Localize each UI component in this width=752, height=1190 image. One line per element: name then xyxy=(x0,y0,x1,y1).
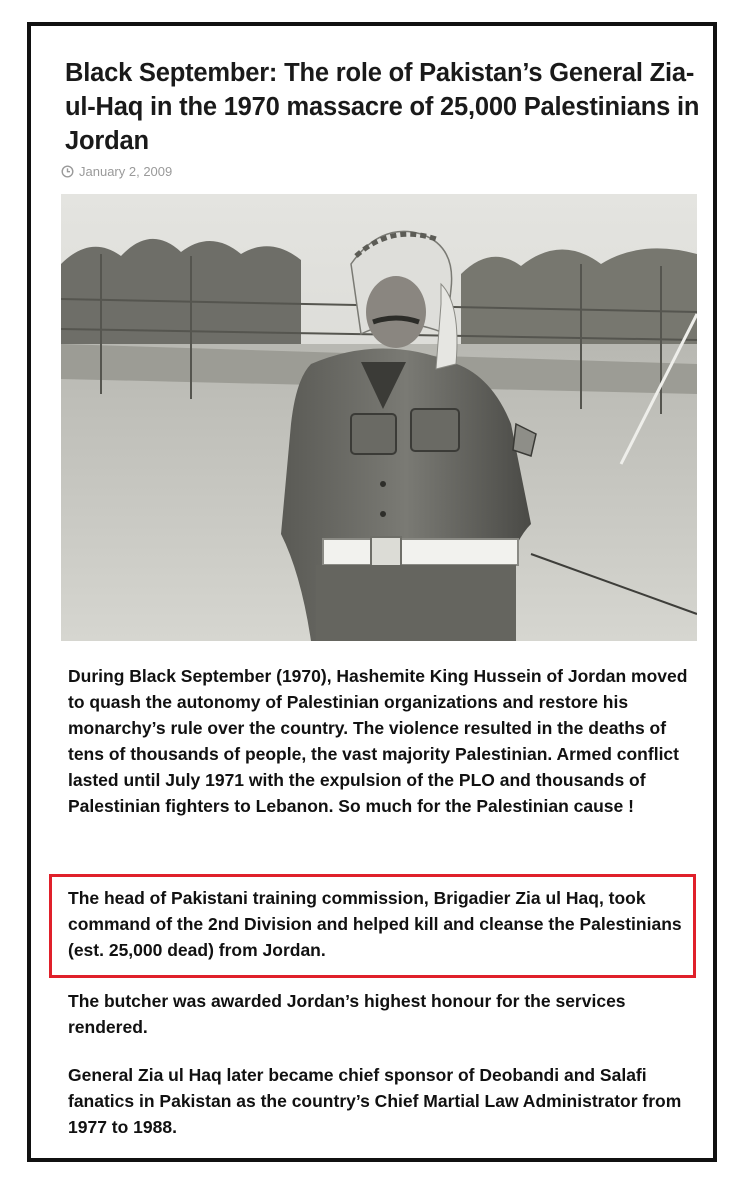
paragraph-later-career: General Zia ul Haq later became chief sponsor of Deobandi and Salafi fanatics in Pakistan as the country’s Chief Martial Law Administrator from 1977 to 1988. xyxy=(68,1065,682,1137)
article-meta xyxy=(61,164,172,179)
article-photo xyxy=(61,194,697,641)
article-frame xyxy=(27,22,717,1162)
paragraph-honour: The butcher was awarded Jordan’s highest honour for the services rendered. xyxy=(68,991,626,1037)
officer-photo-image xyxy=(61,194,697,641)
article-title: Black September: The role of Pakistan’s General Zia-ul-Haq in the 1970 massacre of 25,000 Palestinians in Jordan xyxy=(65,59,700,155)
paragraph-highlighted: The head of Pakistani training commission, Brigadier Zia ul Haq, took command of the 2nd Division and helped kill and cleanse the Palestinians (est. 25,000 dead) from Jordan. xyxy=(68,888,682,960)
article-date: January 2, 2009 xyxy=(79,164,173,179)
paragraph-black-september: During Black September (1970), Hashemite King Hussein of Jordan moved to quash the autonomy of Palestinian organizations and restore his monarchy’s rule over the country. The violence resulted in the deaths of tens of thousands of people, the vast majority Palestinian. Armed conflict lasted until July 1971 with the expulsion of the PLO and thousands of Palestinian fighters to Lebanon. So much for the Palestinian cause ! xyxy=(68,666,688,816)
clock-icon xyxy=(61,165,74,178)
